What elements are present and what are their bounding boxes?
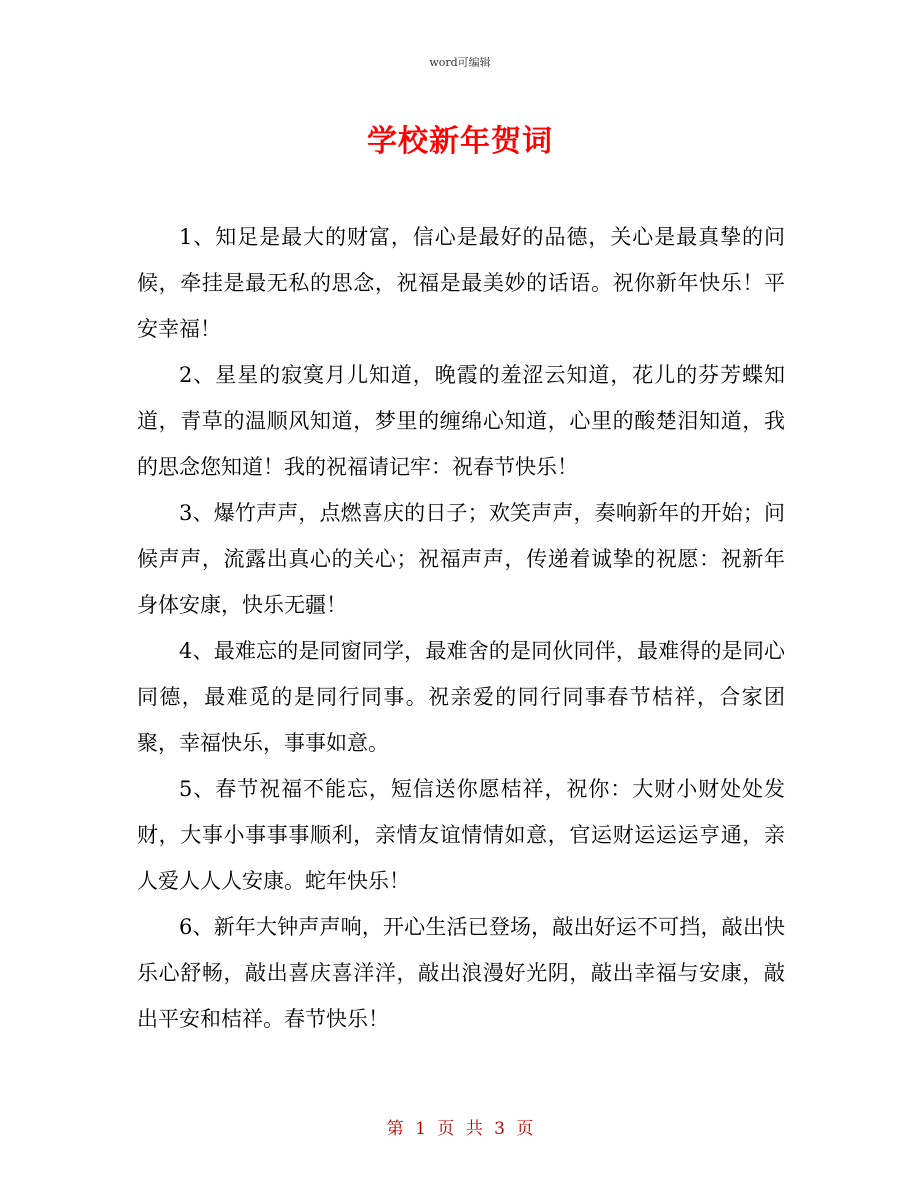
paragraph-6: 6、新年大钟声声响，开心生活已登场，敲出好运不可挡，敲出快乐心舒畅，敲出喜庆喜洋洋，敲出浪漫好光阴，敲出幸福与安康，敲出平安和桔祥。春节快乐！ xyxy=(137,915,785,1031)
paragraph-2: 2、星星的寂寞月儿知道，晚霞的羞涩云知道，花儿的芬芳蝶知道，青草的温顺风知道，梦里的缠绵心知道，心里的酸楚泪知道，我的思念您知道！我的祝福请记牢：祝春节快乐！ xyxy=(137,363,785,479)
document-title: 学校新年贺词 xyxy=(367,124,553,159)
page-indicator: 第 1 页 共 3 页 xyxy=(386,1119,534,1139)
paragraph-4: 4、最难忘的是同窗同学，最难舍的是同伙同伴，最难得的是同心同德，最难觅的是同行同事。祝亲爱的同行同事春节桔祥，合家团聚，幸福快乐，事事如意。 xyxy=(137,639,785,755)
document-body xyxy=(137,214,785,1042)
paragraph-5: 5、春节祝福不能忘，短信送你愿桔祥，祝你：大财小财处处发财，大事小事事事顺利，亲情友谊情情如意，官运财运运运亨通，亲人爱人人人安康。蛇年快乐！ xyxy=(137,777,785,893)
header-note: word可编辑 xyxy=(429,56,491,69)
paragraph-3: 3、爆竹声声，点燃喜庆的日子；欢笑声声，奏响新年的开始；问候声声，流露出真心的关心；祝福声声，传递着诚挚的祝愿：祝新年身体安康，快乐无疆！ xyxy=(137,501,785,617)
paragraph-1: 1、知足是最大的财富，信心是最好的品德，关心是最真挚的问候，牵挂是最无私的思念，祝福是最美妙的话语。祝你新年快乐！平安幸福！ xyxy=(137,225,785,341)
